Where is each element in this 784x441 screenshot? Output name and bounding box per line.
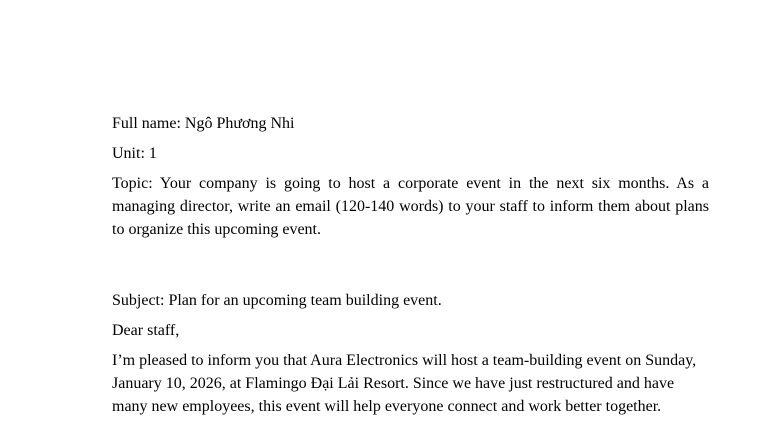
topic-paragraph: Topic: Your company is going to host a corporate event in the next six months. As a managing director, write an email (120-140 words) to your staff to inform them about plans to organize this upcoming event.	[112, 175, 709, 238]
email-greeting: Dear staff,	[112, 322, 180, 339]
unit-line: Unit: 1	[112, 145, 157, 162]
email-body-paragraph: I’m pleased to inform you that Aura Electronics will host a team-building event on Sunday, January 10, 2026, at Flamingo Đại Lải Resort. Since we have just restructured and have many new employees, this event will help everyone connect and work better together.	[112, 352, 697, 415]
full-name-line: Full name: Ngô Phương Nhi	[112, 115, 295, 132]
email-subject: Subject: Plan for an upcoming team building event.	[112, 292, 442, 309]
document-content	[112, 112, 709, 418]
